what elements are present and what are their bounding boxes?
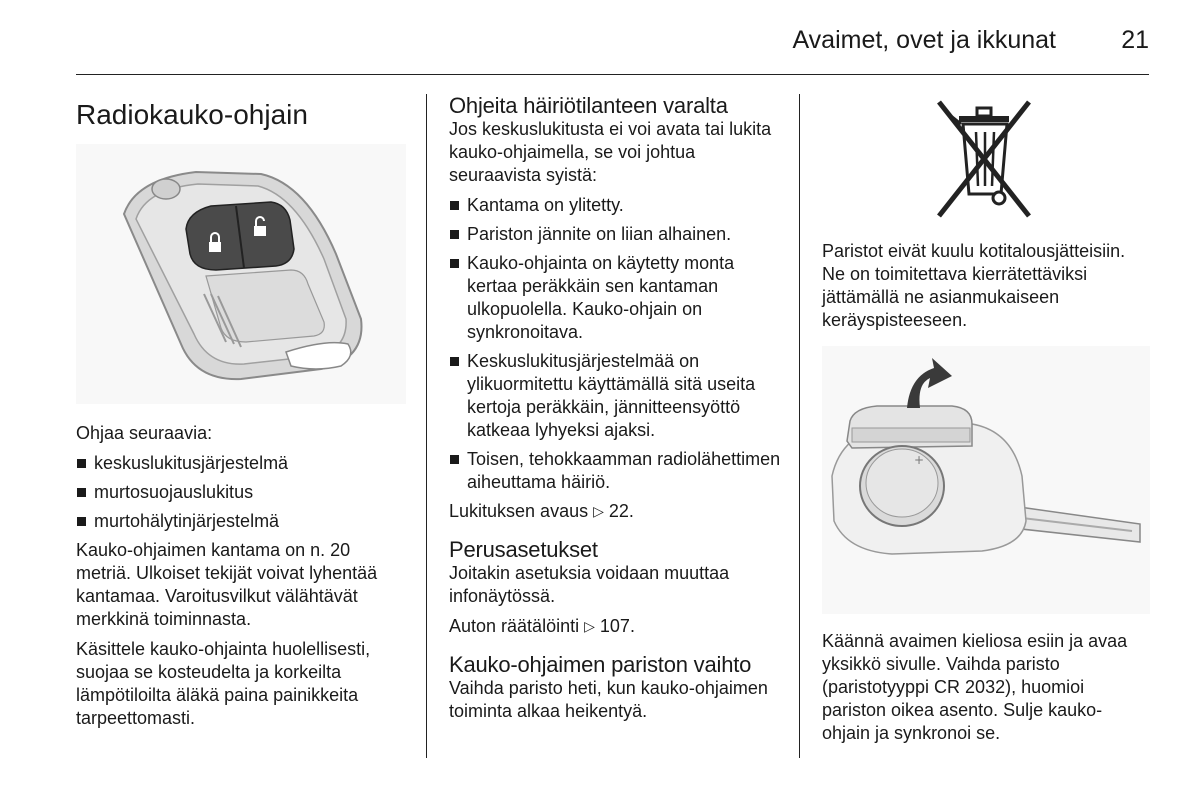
- recycling-symbol: [822, 94, 1150, 226]
- range-paragraph: Kauko-ohjaimen kantama on n. 20 metriä. Ulkoiset tekijät voivat lyhentää kantamaa. Varoitusvilkut välähtävät merkkinä toiminnasta.: [76, 540, 378, 629]
- column-divider-left: [426, 94, 427, 758]
- troubleshooting-intro: Jos keskuslukitusta ei voi avata tai lukita kauko-ohjaimella, se voi johtua seuraavista syistä:: [449, 119, 772, 185]
- reference-page: 22.: [608, 501, 634, 521]
- causes-list: [449, 194, 784, 494]
- controlled-systems-list: [76, 452, 406, 533]
- settings-paragraph: Joitakin asetuksia voidaan muuttaa infonäytössä.: [449, 563, 730, 606]
- column-divider-right: [799, 94, 800, 758]
- reference-page: 107.: [599, 616, 635, 636]
- header-rule: [76, 74, 1149, 75]
- column-3: [822, 94, 1150, 752]
- arrow-right-icon: ▷: [584, 618, 595, 634]
- key-fob-illustration: [76, 144, 406, 404]
- intro-text: Ohjaa seuraavia:: [76, 423, 213, 443]
- svg-text:+: +: [914, 453, 925, 467]
- column-1: [76, 94, 406, 737]
- battery-instructions-paragraph: Käännä avaimen kieliosa esiin ja avaa yksikkö sivulle. Vaihda paristo (paristotyyppi CR 2032), huomioi pariston oikea asento. Sulje kauko-ohjain ja synkronoi se.: [822, 631, 1128, 743]
- care-paragraph: Käsittele kauko-ohjainta huolellisesti, suojaa se kosteudelta ja korkeilta lämpötiloilta äläkä paina painikkeita tarpeettomasti.: [76, 639, 371, 728]
- disposal-paragraph: Paristot eivät kuulu kotitalousjätteisiin. Ne on toimitettava kierrätettäviksi jättämällä ne asianmukaiseen keräyspisteeseen.: [822, 241, 1126, 330]
- key-battery-icon: [822, 346, 1150, 614]
- crossed-out-bin-icon: [921, 94, 1051, 224]
- section-heading-basic-settings: Perusasetukset: [449, 537, 598, 562]
- list-item: Kantama on ylitetty.: [449, 194, 784, 217]
- car-key-fob-icon: [76, 144, 406, 404]
- page-number: 21: [1121, 26, 1149, 54]
- reference-text: Auton räätälöinti: [449, 616, 580, 636]
- list-item: murtosuojauslukitus: [76, 481, 406, 504]
- list-item: Kauko-ohjainta on käytetty monta kertaa peräkkäin sen kantaman ulkopuolella. Kauko-ohjain on synkronoitava.: [449, 252, 784, 344]
- list-item: murtohälytinjärjestelmä: [76, 510, 406, 533]
- cross-reference-personalization[interactable]: [449, 615, 784, 639]
- section-heading-battery-replacement: Kauko-ohjaimen pariston vaihto: [449, 652, 752, 677]
- section-heading-troubleshooting: Ohjeita häiriötilanteen varalta: [449, 93, 728, 118]
- list-item: keskuslukitusjärjestelmä: [76, 452, 406, 475]
- arrow-right-icon: ▷: [593, 503, 604, 519]
- list-item: Pariston jännite on liian alhainen.: [449, 223, 784, 246]
- battery-paragraph: Vaihda paristo heti, kun kauko-ohjaimen toiminta alkaa heikentyä.: [449, 678, 768, 721]
- column-2: [449, 94, 784, 730]
- battery-replacement-illustration: [822, 346, 1150, 614]
- cross-reference-unlocking[interactable]: [449, 500, 784, 524]
- list-item: Toisen, tehokkaamman radiolähettimen aiheuttama häiriö.: [449, 448, 784, 494]
- section-heading-radio-remote: Radiokauko-ohjain: [76, 99, 308, 130]
- list-item: Keskuslukitusjärjestelmää on ylikuormitettu käyttämällä sitä useita kertoja peräkkäin, jännitteensyöttö katkeaa lyhyeksi ajaksi.: [449, 350, 784, 442]
- running-header-title: Avaimet, ovet ja ikkunat: [792, 26, 1056, 54]
- reference-text: Lukituksen avaus: [449, 501, 589, 521]
